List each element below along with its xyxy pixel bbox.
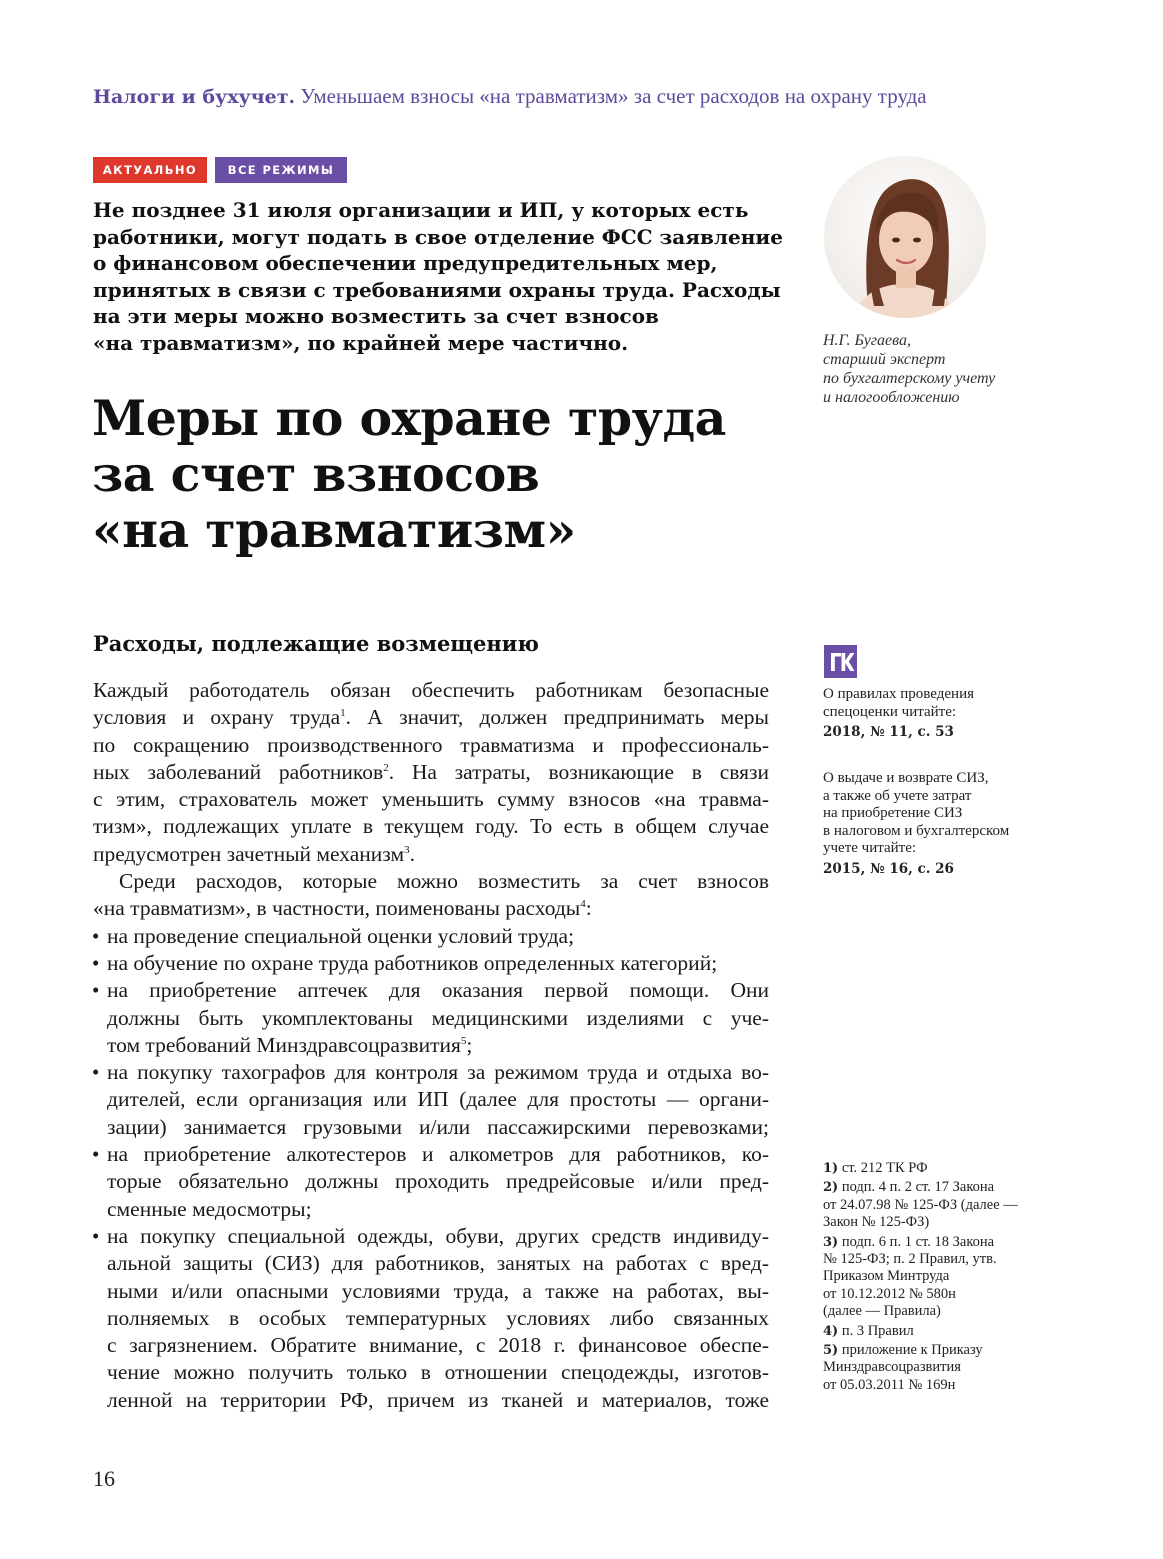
running-header [93, 84, 1073, 109]
list-item-continued: зации) занимается грузовыми и/или пассажирскими перевозками; [107, 1114, 769, 1139]
body-line: по сокращению производственного травматизма и профессиональ- [93, 732, 769, 757]
sidebar-note-line: а также об учете затрат [823, 787, 972, 804]
footnote-ref[interactable]: 3 [404, 843, 410, 856]
title-line: «на травматизм» [92, 501, 576, 559]
sidebar-note-reference[interactable]: 2015, № 16, с. 26 [823, 860, 954, 877]
list-item-continued: том требований Минздравсоцразвития$^5$; [107, 1032, 473, 1057]
sidebar-note-siz [823, 770, 1053, 878]
sidebar-note-line: на приобретение СИЗ [823, 805, 963, 821]
lead-line: «на травматизм», по крайней мере частично. [93, 330, 629, 355]
footnote-number: 4) [823, 1323, 839, 1339]
list-item: • на покупку специальной одежды, обуви, других средств индивиду- [93, 1223, 769, 1250]
body-line: Среди расходов, которые можно возместить за счет взносов [119, 869, 769, 894]
list-item-continued: дителей, если организация или ИП (далее для простоты — органи- [107, 1087, 769, 1112]
footnote-ref[interactable]: 1 [340, 707, 346, 720]
sidebar-note-line: О выдаче и возврате СИЗ, [823, 770, 989, 786]
list-item-continued: ными и/или опасными условиями труда, а также на работах, вы- [107, 1278, 769, 1303]
list-item-continued: с загрязнением. Обратите внимание, с 2018 г. финансовое обеспе- [107, 1333, 769, 1358]
body-line: с этим, страхователь может уменьшить сумму взносов «на травма- [93, 787, 769, 812]
footnote: 1) ст. 212 ТК РФ [823, 1160, 928, 1176]
author-photo [824, 156, 986, 318]
list-item-continued: ленной на территории РФ, причем из тканей и материалов, тоже [107, 1387, 769, 1412]
list-item-continued: альной защиты (СИЗ) для работников, занятых на работах с вред- [107, 1251, 769, 1276]
article-title [92, 390, 792, 558]
body-line: предусмотрен зачетный механизм$^3$. [93, 841, 415, 866]
footnote: 4) п. 3 Правил [823, 1322, 914, 1339]
lead-line: принятых в связи с требованиями охраны труда. Расходы [93, 277, 781, 302]
tag-all-regimes: ВСЕ РЕЖИМЫ [215, 157, 347, 183]
page-number: 16 [93, 1466, 115, 1491]
list-item: • на приобретение алкотестеров и алкометров для работников, ко- [93, 1141, 769, 1168]
footnote-number: 5) [823, 1343, 839, 1359]
sidebar-note-line: в налоговом и бухгалтерском [823, 822, 1010, 839]
footnote-number: 3) [823, 1234, 839, 1250]
sidebar-note-sout [823, 686, 1053, 742]
running-header-section: Налоги и бухучет. [93, 86, 296, 108]
list-item: • на приобретение аптечек для оказания первой помощи. Они [93, 977, 769, 1004]
footnote: 3) подп. 6 п. 1 ст. 18 Закона № 125-ФЗ; п. 2 Правил, утв. Приказом Минтруда от 10.12.2012 № 580н (далее — Правила) [823, 1233, 997, 1320]
lead-line: на эти меры можно возместить за счет взносов [93, 304, 659, 328]
list-item-continued: должны быть укомплектованы медицинскими изделиями с уче- [107, 1005, 769, 1030]
list-item-continued: сменные медосмотры; [107, 1196, 312, 1221]
footnote-ref[interactable]: 2 [383, 761, 389, 774]
sidebar-note-line: спецоценки читайте: [823, 703, 957, 720]
footnote: 2) подп. 4 п. 2 ст. 17 Закона от 24.07.98 № 125-ФЗ (далее — Закон № 125-ФЗ) [823, 1179, 1018, 1231]
glavkniga-logo-icon [824, 645, 857, 678]
sidebar-note-line: О правилах проведения [823, 686, 974, 702]
list-item-continued: чение можно получить только в отношении спецодежды, изготов- [107, 1360, 769, 1385]
author-position: по бухгалтерскому учету [823, 370, 996, 387]
sidebar-note-reference[interactable]: 2018, № 11, с. 53 [823, 724, 954, 740]
lead-line: работники, могут подать в свое отделение ФСС заявление [93, 224, 783, 249]
footnote-number: 2) [823, 1180, 839, 1196]
sidebar-note-line: учете читайте: [823, 840, 917, 856]
list-item-continued: полняемых в особых температурных условиях либо связанных [107, 1305, 769, 1330]
list-item: • на обучение по охране труда работников определенных категорий; [93, 950, 769, 977]
list-item: • на покупку тахографов для контроля за режимом труда и отдыха во- [93, 1059, 769, 1086]
body-line: Каждый работодатель обязан обеспечить работникам безопасные [93, 678, 769, 702]
body-line: условия и охрану труда$^1$. А значит, должен предпринимать меры [93, 705, 769, 730]
tag-actual: АКТУАЛЬНО [93, 157, 207, 183]
list-item: • на проведение специальной оценки условий труда; [93, 923, 769, 950]
footnotes [823, 1160, 1063, 1396]
body-line: «на травматизм», в частности, поименованы расходы$^4$: [93, 896, 592, 921]
article-body [93, 677, 769, 1414]
author-position: и налогообложению [823, 389, 960, 406]
list-item-continued: торые обязательно должны проходить предрейсовые и/или пред- [107, 1169, 769, 1194]
section-heading: Расходы, подлежащие возмещению [93, 631, 539, 656]
lead-paragraph [93, 197, 783, 356]
author-portrait-icon [824, 156, 986, 318]
lead-line: Не позднее 31 июля организации и ИП, у которых есть [93, 198, 749, 222]
gk-logo-icon [824, 645, 857, 678]
author-caption [823, 331, 1053, 407]
body-line: тизм», подлежащих уплате в текущем году. То есть в общем случае [93, 814, 769, 839]
footnote-ref[interactable]: 5 [460, 1034, 467, 1047]
author-position: старший эксперт [823, 351, 946, 368]
footnote-ref[interactable]: 4 [580, 898, 586, 911]
title-line: за счет взносов [92, 445, 540, 503]
title-line: Меры по охране труда [92, 389, 726, 447]
author-name: Н.Г. Бугаева, [823, 332, 911, 349]
running-header-title: Уменьшаем взносы «на травматизм» за счет расходов на охрану труда [295, 84, 927, 108]
lead-line: о финансовом обеспечении предупредительных мер, [93, 251, 718, 275]
footnote: 5) приложение к Приказу Минздравсоцразвития от 05.03.2011 № 169н [823, 1342, 983, 1393]
body-line: ных заболеваний работников$^2$. На затраты, возникающие в связи [93, 759, 769, 784]
footnote-number: 1) [823, 1161, 839, 1176]
